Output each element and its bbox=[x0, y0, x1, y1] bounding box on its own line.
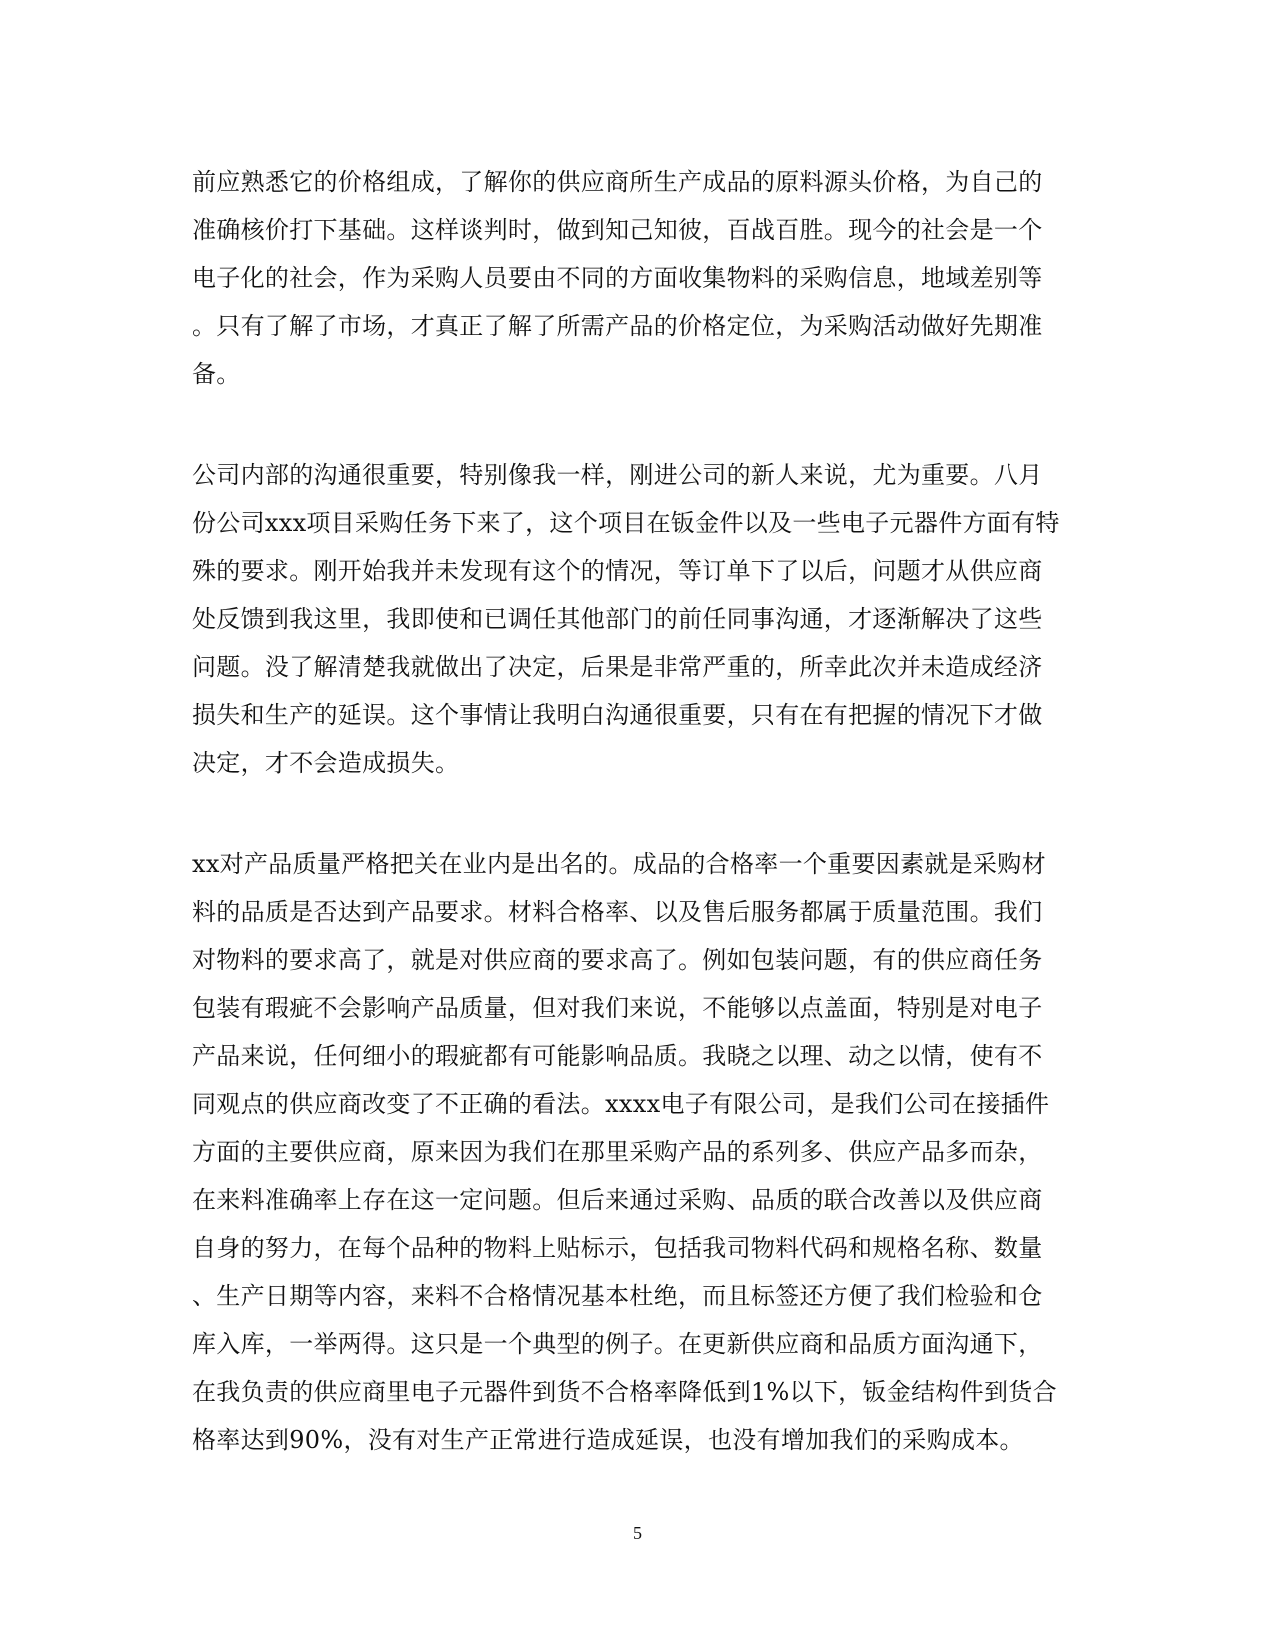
text-line: 料的品质是否达到产品要求。材料合格率、以及售后服务都属于质量范围。我们 bbox=[192, 898, 1043, 926]
text-line: 对物料的要求高了，就是对供应商的要求高了。例如包装问题，有的供应商任务 bbox=[192, 946, 1043, 974]
text-line: 殊的要求。刚开始我并未发现有这个的情况，等订单下了以后，问题才从供应商 bbox=[192, 557, 1043, 585]
text-line: xx对产品质量严格把关在业内是出名的。成品的合格率一个重要因素就是采购材 bbox=[192, 850, 1046, 878]
text-line: 格率达到90%，没有对生产正常进行造成延误，也没有增加我们的采购成本。 bbox=[192, 1426, 1024, 1454]
text-line: 问题。没了解清楚我就做出了决定，后果是非常严重的，所幸此次并未造成经济 bbox=[192, 653, 1043, 681]
text-line: 处反馈到我这里，我即使和已调任其他部门的前任同事沟通，才逐渐解决了这些 bbox=[192, 605, 1043, 633]
paragraph-internal-communication bbox=[192, 451, 1092, 787]
text-line: 前应熟悉它的价格组成，了解你的供应商所生产成品的原料源头价格，为自己的 bbox=[192, 168, 1043, 196]
paragraph-price-research bbox=[192, 158, 1092, 398]
text-line: 公司内部的沟通很重要，特别像我一样，刚进公司的新人来说，尤为重要。八月 bbox=[192, 461, 1043, 489]
text-line: 、生产日期等内容，来料不合格情况基本杜绝，而且标签还方便了我们检验和仓 bbox=[192, 1282, 1043, 1310]
paragraph-quality-control bbox=[192, 840, 1092, 1464]
text-line: 决定，才不会造成损失。 bbox=[192, 749, 460, 777]
text-line: 电子化的社会，作为采购人员要由不同的方面收集物料的采购信息，地域差别等 bbox=[192, 264, 1043, 292]
text-line: 库入库，一举两得。这只是一个典型的例子。在更新供应商和品质方面沟通下， bbox=[192, 1330, 1043, 1358]
text-line: 方面的主要供应商，原来因为我们在那里采购产品的系列多、供应产品多而杂， bbox=[192, 1138, 1043, 1166]
text-line: 产品来说，任何细小的瑕疵都有可能影响品质。我晓之以理、动之以情，使有不 bbox=[192, 1042, 1043, 1070]
text-line: 准确核价打下基础。这样谈判时，做到知己知彼，百战百胜。现今的社会是一个 bbox=[192, 216, 1043, 244]
text-line: 在我负责的供应商里电子元器件到货不合格率降低到1%以下，钣金结构件到货合 bbox=[192, 1378, 1057, 1406]
text-line: 。只有了解了市场，才真正了解了所需产品的价格定位，为采购活动做好先期准 bbox=[192, 312, 1043, 340]
text-line: 损失和生产的延误。这个事情让我明白沟通很重要，只有在有把握的情况下才做 bbox=[192, 701, 1043, 729]
text-line: 在来料准确率上存在这一定问题。但后来通过采购、品质的联合改善以及供应商 bbox=[192, 1186, 1043, 1214]
text-line: 份公司xxx项目采购任务下来了，这个项目在钣金件以及一些电子元器件方面有特 bbox=[192, 509, 1060, 537]
text-line: 备。 bbox=[192, 360, 241, 388]
text-line: 自身的努力，在每个品种的物料上贴标示，包括我司物料代码和规格名称、数量 bbox=[192, 1234, 1043, 1262]
page-number: 5 bbox=[633, 1523, 642, 1543]
text-line: 同观点的供应商改变了不正确的看法。xxxx电子有限公司，是我们公司在接插件 bbox=[192, 1090, 1050, 1118]
text-line: 包装有瑕疵不会影响产品质量，但对我们来说，不能够以点盖面，特别是对电子 bbox=[192, 994, 1043, 1022]
